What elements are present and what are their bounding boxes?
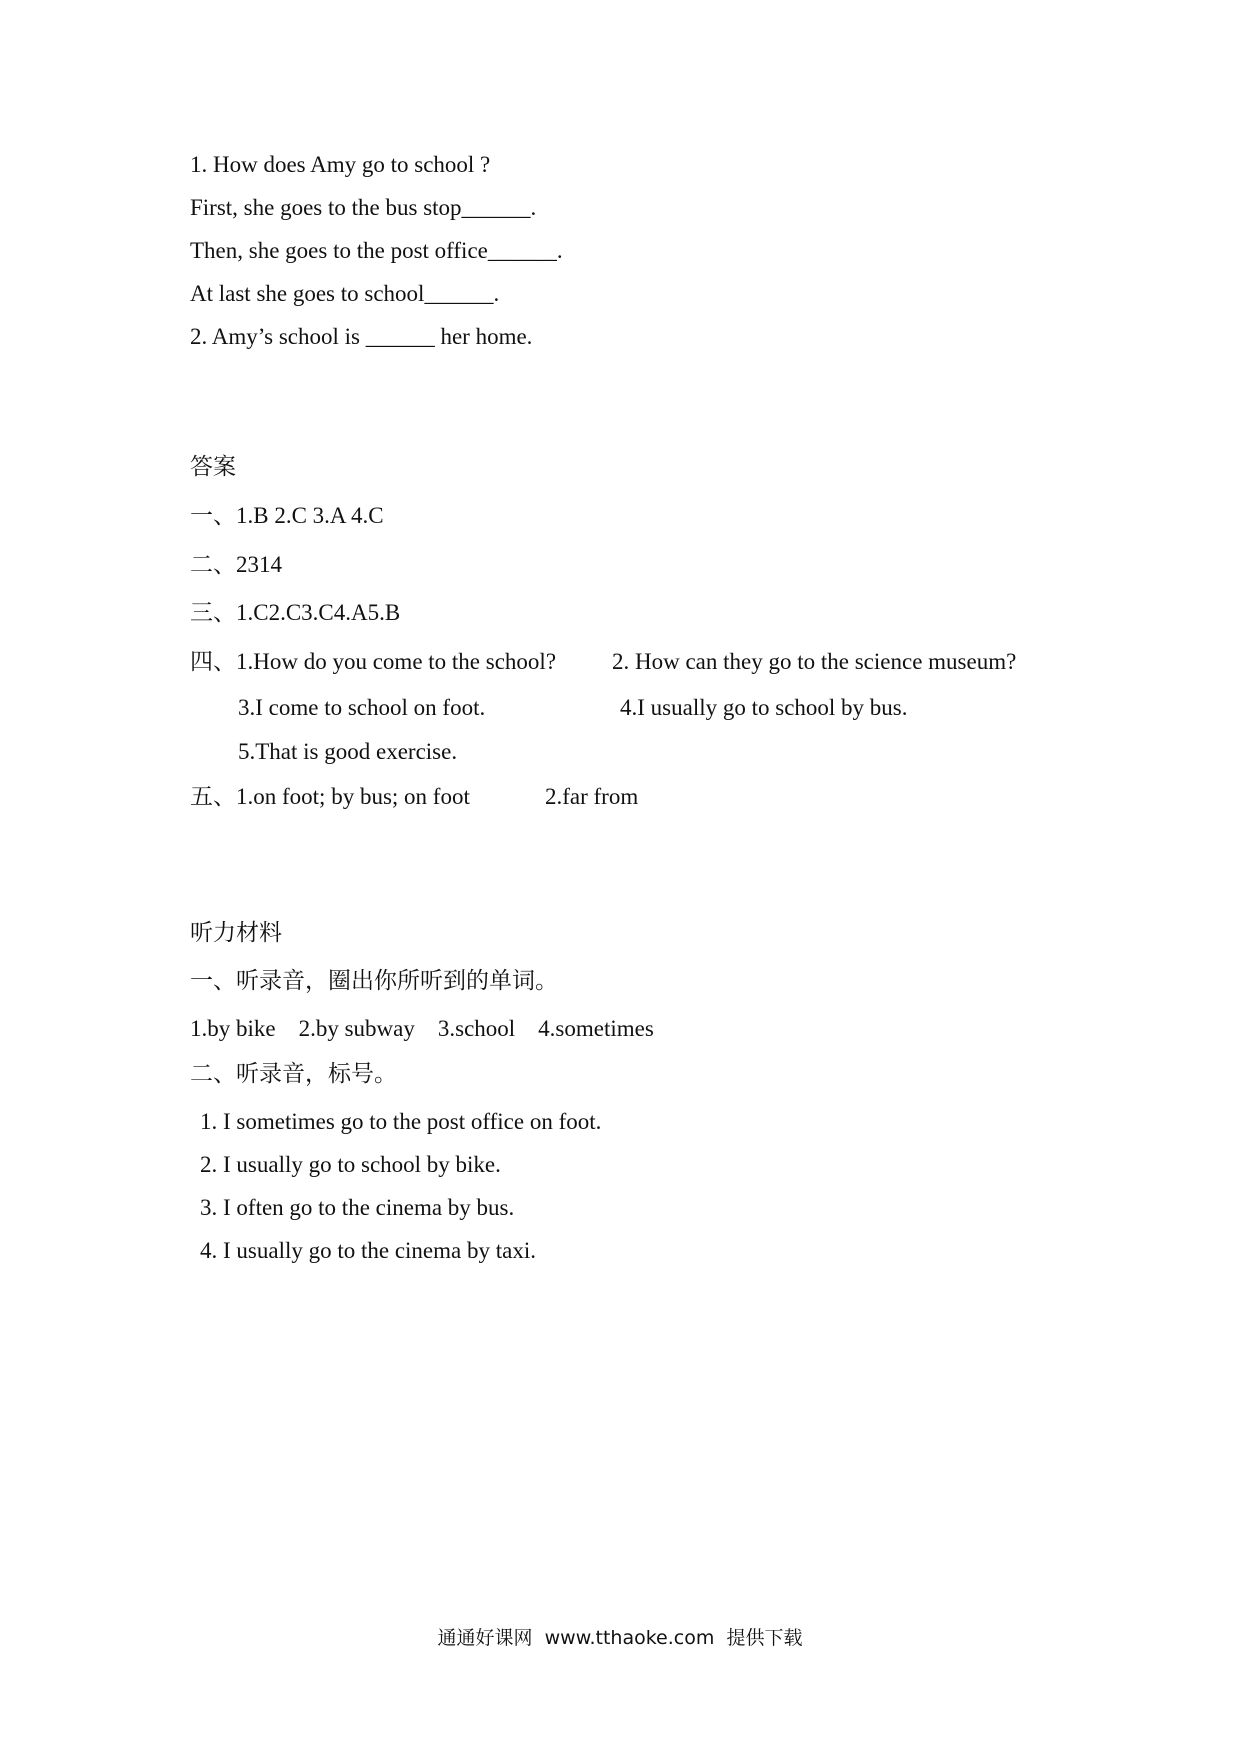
- listening-item: 2. I usually go to school by bike.: [200, 1152, 501, 1177]
- answers-heading: 答案: [190, 454, 236, 480]
- listening-part-1-words: 1.by bike 2.by subway 3.school 4.sometimes: [190, 1016, 654, 1041]
- answers-section-4-part-2: 2. How can they go to the science museum?: [612, 649, 1017, 674]
- answers-section-2: 二、2314: [190, 552, 282, 577]
- footer-source: 通通好课网 www.tthaoke.com 提供下载: [437, 1627, 803, 1649]
- question-1-first: First, she goes to the bus stop______.: [190, 195, 537, 220]
- question-1-last: At last she goes to school______.: [190, 281, 500, 306]
- listening-part-2-title: 二、听录音，标号。: [190, 1061, 397, 1087]
- answers-section-5-part-1: 五、1.on foot; by bus; on foot: [190, 784, 470, 809]
- question-2: 2. Amy’s school is ______ her home.: [190, 324, 533, 349]
- answers-section-4-part-5: 5.That is good exercise.: [238, 739, 458, 764]
- answers-section-4-part-1: 四、1.How do you come to the school?: [190, 649, 557, 674]
- answers-section-3: 三、1.C2.C3.C4.A5.B: [190, 600, 401, 625]
- answers-section-5-part-2: 2.far from: [545, 784, 639, 809]
- answers-section-4-part-3: 3.I come to school on foot.: [238, 695, 486, 720]
- listening-part-1-title: 一、听录音，圈出你所听到的单词。: [190, 968, 558, 994]
- question-1-then: Then, she goes to the post office______.: [190, 238, 563, 263]
- answers-section-1: 一、1.B 2.C 3.A 4.C: [190, 503, 384, 528]
- question-1: 1. How does Amy go to school ?: [190, 152, 491, 177]
- listening-item: 1. I sometimes go to the post office on foot.: [200, 1109, 602, 1134]
- listening-heading: 听力材料: [190, 920, 282, 946]
- answers-section-4-part-4: 4.I usually go to school by bus.: [620, 695, 908, 720]
- listening-item: 4. I usually go to the cinema by taxi.: [200, 1238, 536, 1263]
- listening-item: 3. I often go to the cinema by bus.: [200, 1195, 515, 1220]
